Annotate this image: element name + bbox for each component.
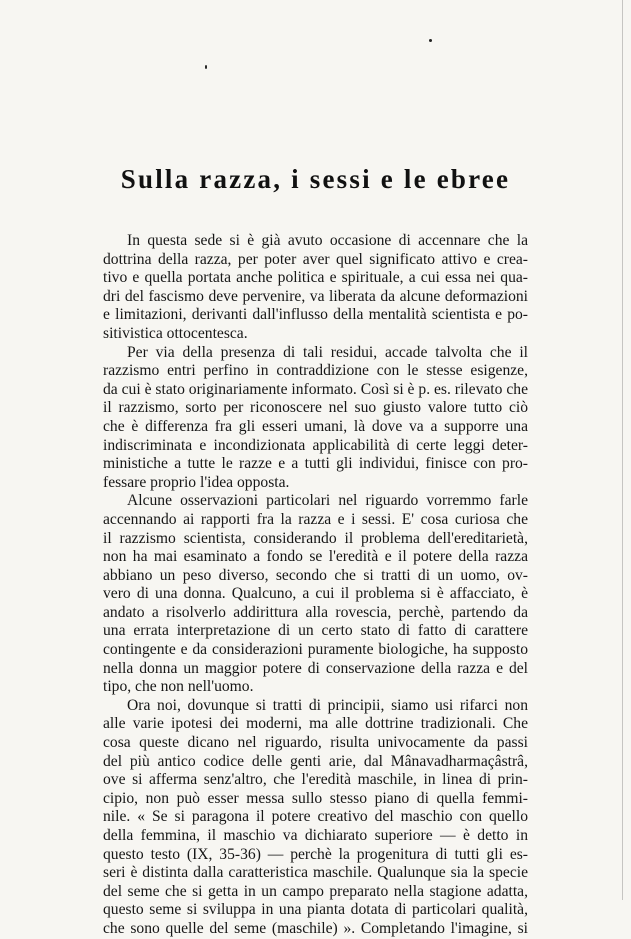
article-body bbox=[103, 232, 528, 939]
paragraph bbox=[103, 697, 528, 939]
text-line: andato a risolverlo addirittura alla rovescia, perchè, partendo da bbox=[103, 603, 528, 621]
text-line: una errata interpretazione di un certo stato di fatto di carattere bbox=[103, 622, 528, 640]
scan-speck bbox=[205, 65, 207, 69]
text-line: dri del fascismo deve pervenire, va liberata da alcune deformazioni bbox=[103, 287, 528, 305]
article-title: Sulla razza, i sessi e le ebree bbox=[120, 164, 511, 194]
text-line: abbiano un peso diverso, secondo che si tratti di un uomo, ov- bbox=[103, 566, 528, 584]
text-line: vero di una donna. Qualcuno, a cui il problema si è affacciato, è bbox=[103, 585, 528, 603]
text-line: accennando ai rapporti fra la razza e i sessi. E' cosa curiosa che bbox=[103, 510, 528, 528]
text-line: nella donna un maggior potere di conservazione della razza e del bbox=[103, 659, 528, 677]
text-line: tipo, che non nell'uomo. bbox=[103, 678, 254, 696]
text-line: dottrina della razza, per poter aver quel significato attivo e crea- bbox=[103, 250, 528, 268]
text-line: alle varie ipotesi dei moderni, ma alle dottrine tradizionali. Che bbox=[103, 715, 528, 733]
text-line: fessare proprio l'idea opposta. bbox=[103, 473, 290, 491]
text-line: Ora noi, dovunque si tratti di principii, siamo usi rifarci non bbox=[127, 696, 528, 714]
paragraph bbox=[103, 232, 528, 344]
text-line: indiscriminata e incondizionata applicabilità di certe leggi deter- bbox=[103, 436, 528, 454]
text-line: che sono quelle del seme (maschile) ». Completando l'imagine, si bbox=[103, 919, 528, 937]
text-line: questo seme si sviluppa in una pianta dotata di particolari qualità, bbox=[103, 901, 528, 919]
scan-speck bbox=[429, 39, 432, 42]
text-line: del seme che si getta in un campo preparato nella stagione adatta, bbox=[103, 882, 528, 900]
text-line: contingente e da considerazioni puramente biologiche, ha supposto bbox=[103, 641, 528, 659]
paragraph bbox=[103, 344, 528, 493]
text-line: del più antico codice delle genti arie, dal Mânavadharmaçâstrâ, bbox=[103, 752, 528, 770]
text-line: il razzismo, sorto per riconoscere nel suo giusto valore tutto ciò bbox=[103, 399, 528, 417]
text-line: nile. « Se si paragona il potere creativo del maschio con quello bbox=[103, 808, 528, 826]
text-line: ministiche a tutte le razze e a tutti gli individui, finisce con pro- bbox=[103, 455, 528, 473]
text-line: razzismo entri perfino in contraddizione con le stesse esigenze, bbox=[103, 362, 528, 380]
text-line: della femmina, il maschio va dichiarato superiore — è detto in bbox=[103, 827, 528, 844]
text-line: da cui è stato originariamente informato. Così si è p. es. rilevato che bbox=[103, 380, 528, 398]
text-line: cosa queste dicano nel riguardo, risulta univocamente da passi bbox=[103, 734, 528, 752]
text-line: questo testo (IX, 35-36) — perchè la progenitura di tutti gli es- bbox=[103, 845, 528, 863]
text-line: In questa sede si è già avuto occasione di accennare che la bbox=[127, 232, 528, 249]
text-line: e limitazioni, derivanti dall'influsso della mentalità scientista e po- bbox=[103, 306, 528, 324]
page-edge-shadow bbox=[622, 0, 623, 900]
text-line: tivo e quella portata anche politica e spirituale, a cui essa nei qua- bbox=[103, 269, 528, 287]
text-line: sitivistica ottocentesca. bbox=[103, 324, 248, 342]
text-line: seri è distinta dalla caratteristica maschile. Qualunque sia la specie bbox=[103, 864, 528, 882]
text-line: Alcune osservazioni particolari nel riguardo vorremmo farle bbox=[127, 492, 528, 510]
text-line: Per via della presenza di tali residui, accade talvolta che il bbox=[127, 343, 528, 361]
text-line: il razzismo scientista, considerando il problema dell'ereditarietà, bbox=[103, 529, 528, 547]
text-line: non ha mai esaminato a fondo se l'eredità e il potere della razza bbox=[103, 548, 528, 566]
text-line: ove si afferma senz'altro, che l'eredità maschile, in linea di prin- bbox=[103, 771, 528, 789]
text-line: cipio, non può esser messa sullo stesso piano di quella femmi- bbox=[103, 789, 528, 807]
paragraph bbox=[103, 492, 528, 697]
text-line: che è differenza fra gli esseri umani, là dove va a supporre una bbox=[103, 417, 528, 435]
